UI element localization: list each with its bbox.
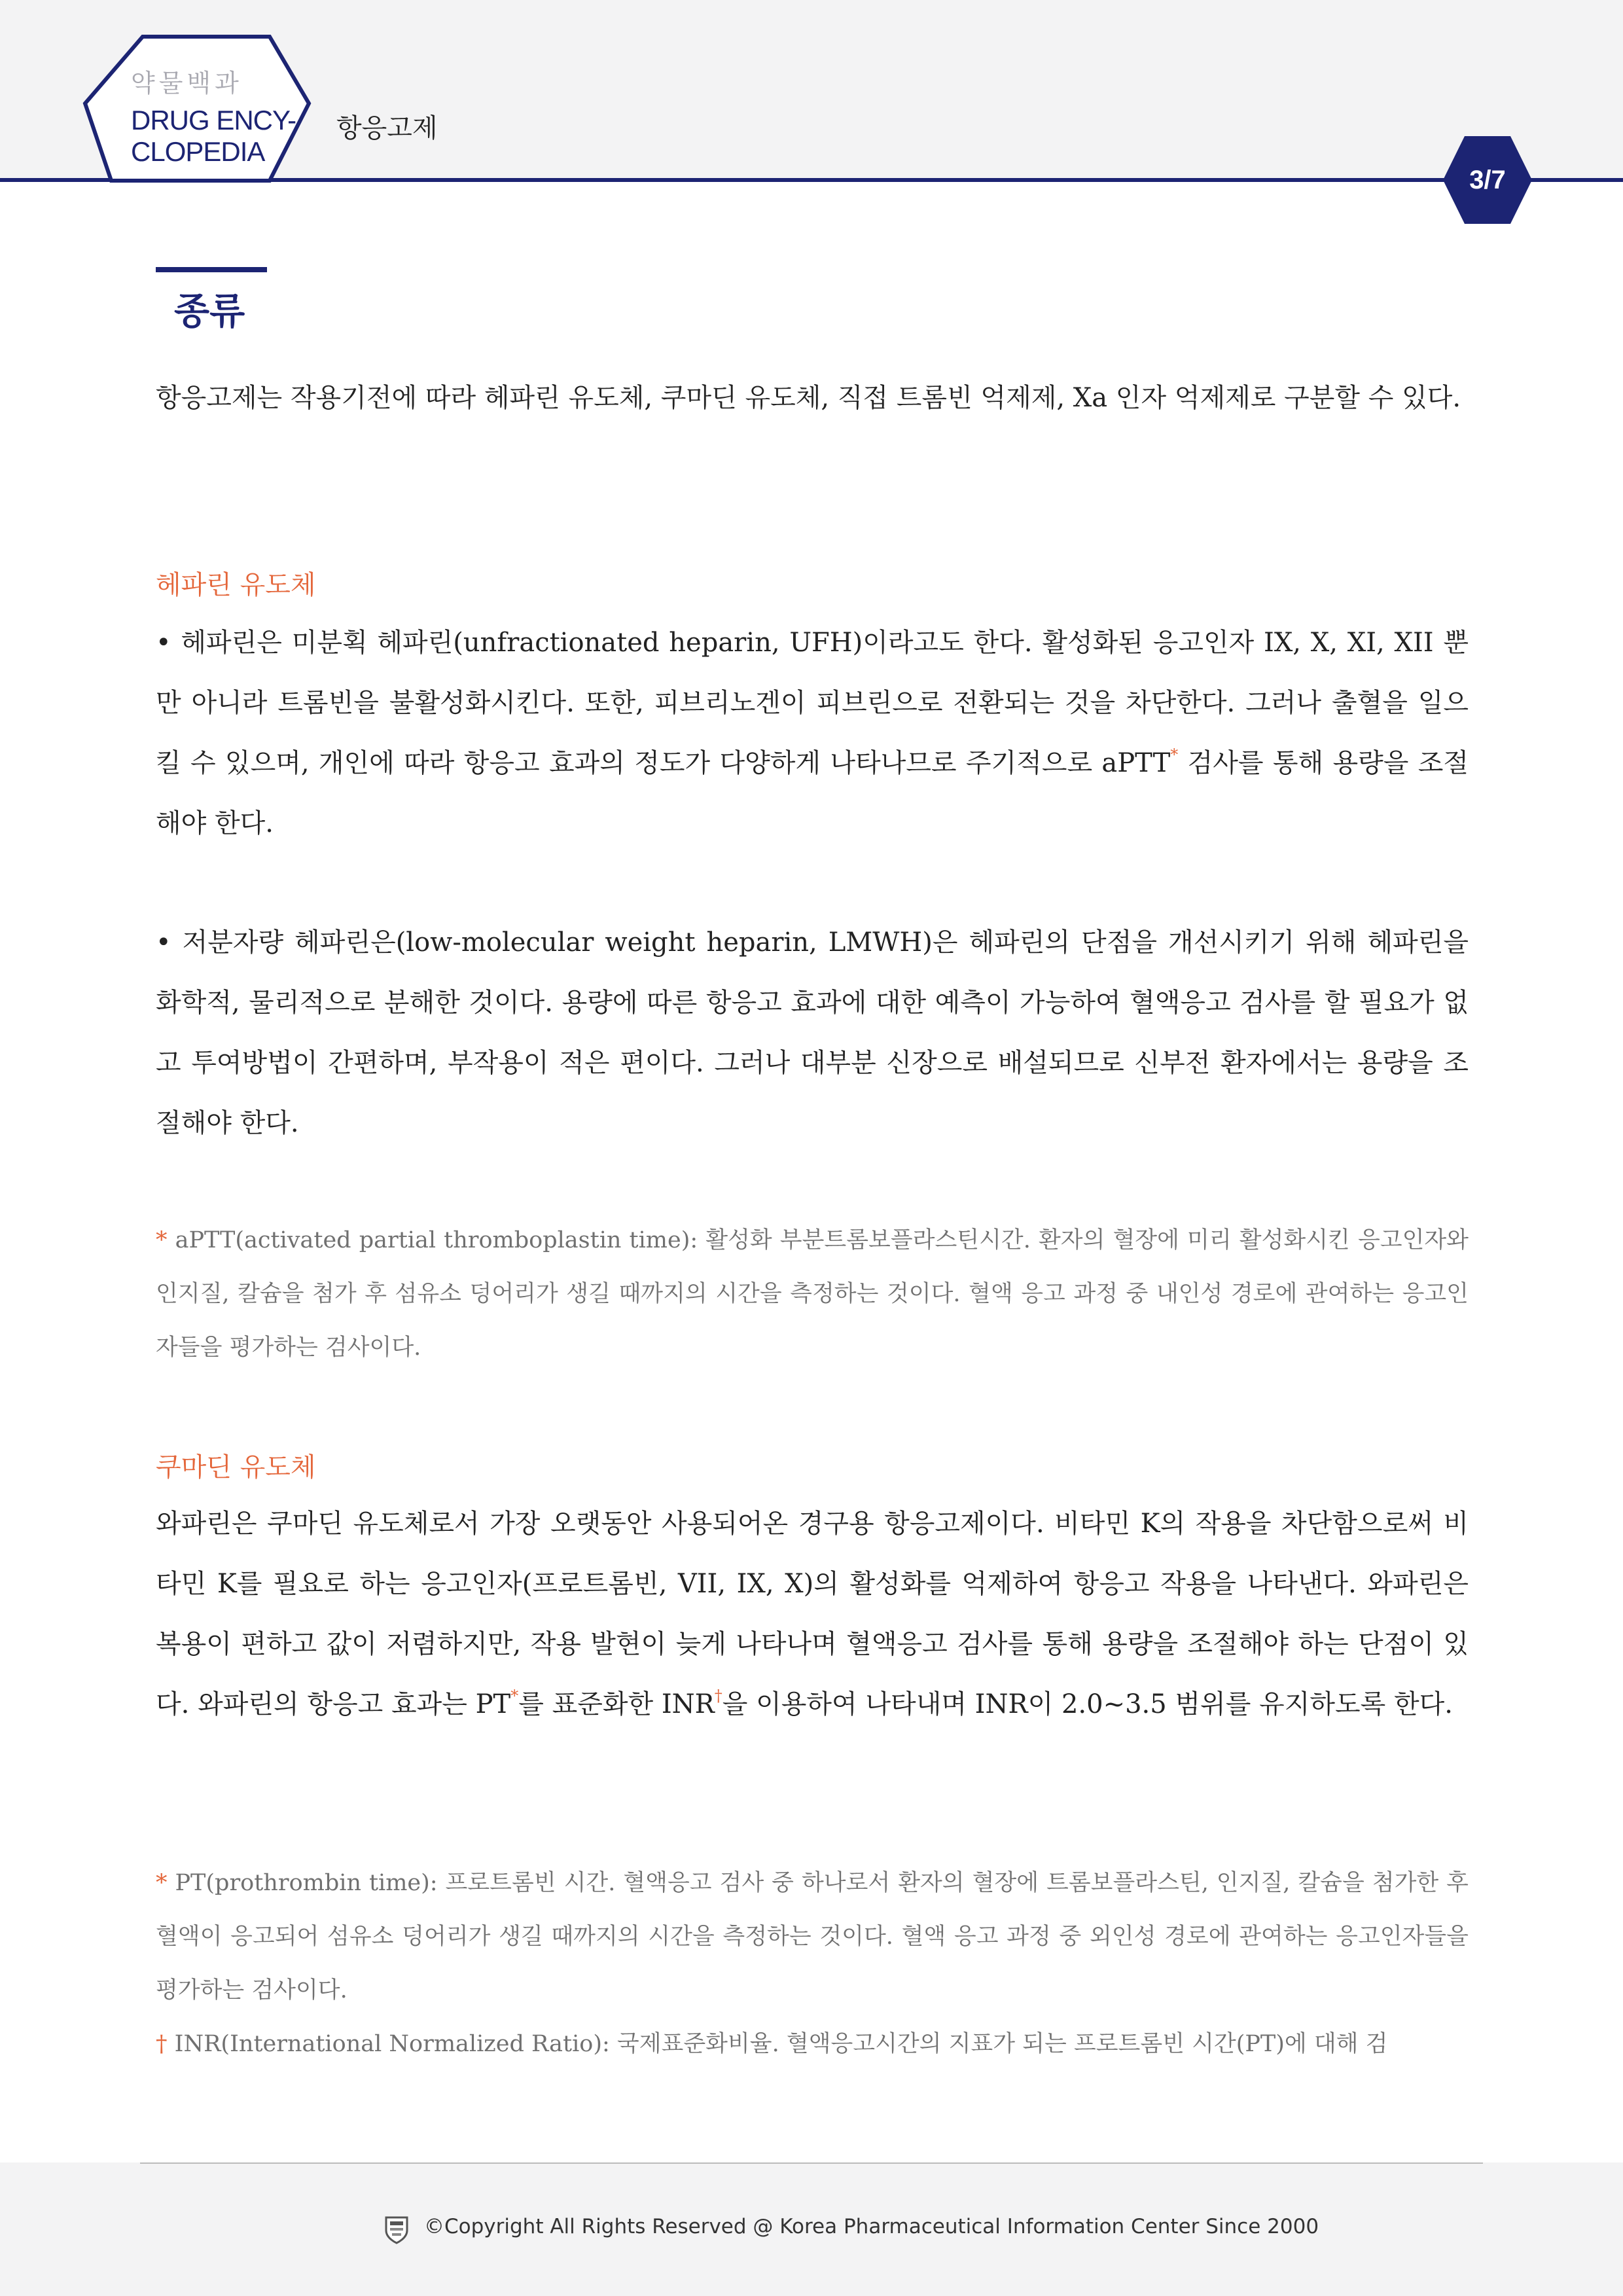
heparin-bullet-ufh-text-b: 검사를 통해 용량을 조절해야 한다. xyxy=(156,748,1469,838)
aptt-note-text: aPTT(activated partial thromboplastin time): 활성화 부분트롬보플라스틴시간. 환자의 혈장에 미리 활성화시킨 응고인자와 인지질, 칼슘을 첨가 후 섬유소 덩어리가 생길 때까지의 시간을 측정하는 것이다. 혈액 응고 과정 중 내인성 경로에 관여하는 응고인자들을 평가하는 검사이다. xyxy=(156,1227,1469,1361)
aptt-footnote xyxy=(156,1213,1469,1374)
logo-korean-text: 약물백과 xyxy=(131,69,243,98)
heparin-bullet-ufh-text-a: • 헤파린은 미분획 헤파린(unfractionated heparin, UFH)이라고도 한다. 활성화된 응고인자 IX, X, XI, XII 뿐만 아니라 트롬빈을 불활성화시킨다. 또한, 피브리노겐이 피브린으로 전환되는 것을 차단한다. 그러나 출혈을 일으킬 수 있으며, 개인에 따라 항응고 효과의 정도가 다양하게 나타나므로 주기적으로 aPTT xyxy=(156,628,1469,778)
inr-footnote xyxy=(156,2017,1469,2071)
section-title-bar xyxy=(156,267,267,272)
aptt-note-mark: * xyxy=(156,1227,168,1253)
pt-note-mark: * xyxy=(156,1870,168,1896)
section-title: 종류 xyxy=(174,291,245,333)
aptt-footnote-mark: * xyxy=(1170,745,1179,764)
coumadin-text-b: 를 표준화한 INR xyxy=(518,1689,715,1719)
pt-note-text: PT(prothrombin time): 프로트롬빈 시간. 혈액응고 검사 중 하나로서 환자의 혈장에 트롬보플라스틴, 인지질, 칼슘을 첨가한 후 혈액이 응고되어 섬유소 덩어리가 생길 때까지의 시간을 측정하는 것이다. 혈액 응고 과정 중 외인성 경로에 관여하는 응고인자들을 평가하는 검사이다. xyxy=(156,1870,1469,2003)
copyright-text: ©Copyright All Rights Reserved @ Korea Pharmaceutical Information Center Since 2000 xyxy=(424,2215,1319,2238)
coumadin-text-c: 을 이용하여 나타내며 INR이 2.0~3.5 범위를 유지하도록 한다. xyxy=(722,1689,1453,1719)
inr-note-text: INR(International Normalized Ratio): 국제표준화비율. 혈액응고시간의 지표가 되는 프로트롬빈 시간(PT)에 대해 검 xyxy=(167,2031,1388,2057)
coumadin-paragraph xyxy=(156,1494,1469,1734)
page-number: 3/7 xyxy=(1469,166,1506,194)
pt-footnote-mark: * xyxy=(510,1687,519,1705)
logo-english-text xyxy=(131,105,296,168)
coumadin-heading: 쿠마딘 유도체 xyxy=(156,1452,316,1482)
kpic-emblem-icon xyxy=(383,2215,410,2245)
coumadin-text-a: 와파린은 쿠마딘 유도체로서 가장 오랫동안 사용되어온 경구용 항응고제이다. 비타민 K의 작용을 차단함으로써 비타민 K를 필요로 하는 응고인자(프로트롬빈, VII, IX, X)의 활성화를 억제하여 항응고 작용을 나타낸다. 와파린은 복용이 편하고 값이 저렴하지만, 작용 발현이 늦게 나타나며 혈액응고 검사를 통해 용량을 조절해야 하는 단점이 있다. 와파린의 항응고 효과는 PT xyxy=(156,1509,1469,1719)
inr-footnote-mark: † xyxy=(714,1687,722,1705)
logo-english-line2: CLOPEDIA xyxy=(131,136,265,167)
category-title: 항응고제 xyxy=(336,113,438,143)
heparin-bullet-lmwh: • 저분자량 헤파린은(low-molecular weight heparin, LMWH)은 헤파린의 단점을 개선시키기 위해 헤파린을 화학적, 물리적으로 분해한 것이다. 용량에 따른 항응고 효과에 대한 예측이 가능하여 혈액응고 검사를 할 필요가 없고 투여방법이 간편하며, 부작용이 적은 편이다. 그러나 대부분 신장으로 배설되므로 신부전 환자에서는 용량을 조절해야 한다. xyxy=(156,927,1469,1138)
pt-footnote xyxy=(156,1856,1469,2017)
footer-divider xyxy=(140,2162,1483,2164)
heparin-heading: 헤파린 유도체 xyxy=(156,570,316,600)
logo-english-line1: DRUG ENCY- xyxy=(131,105,296,135)
intro-paragraph: 항응고제는 작용기전에 따라 헤파린 유도체, 쿠마딘 유도체, 직접 트롬빈 억제제, Xa 인자 억제제로 구분할 수 있다. xyxy=(156,383,1461,413)
heparin-bullet-ufh xyxy=(156,613,1469,853)
inr-note-mark: † xyxy=(156,2031,168,2057)
